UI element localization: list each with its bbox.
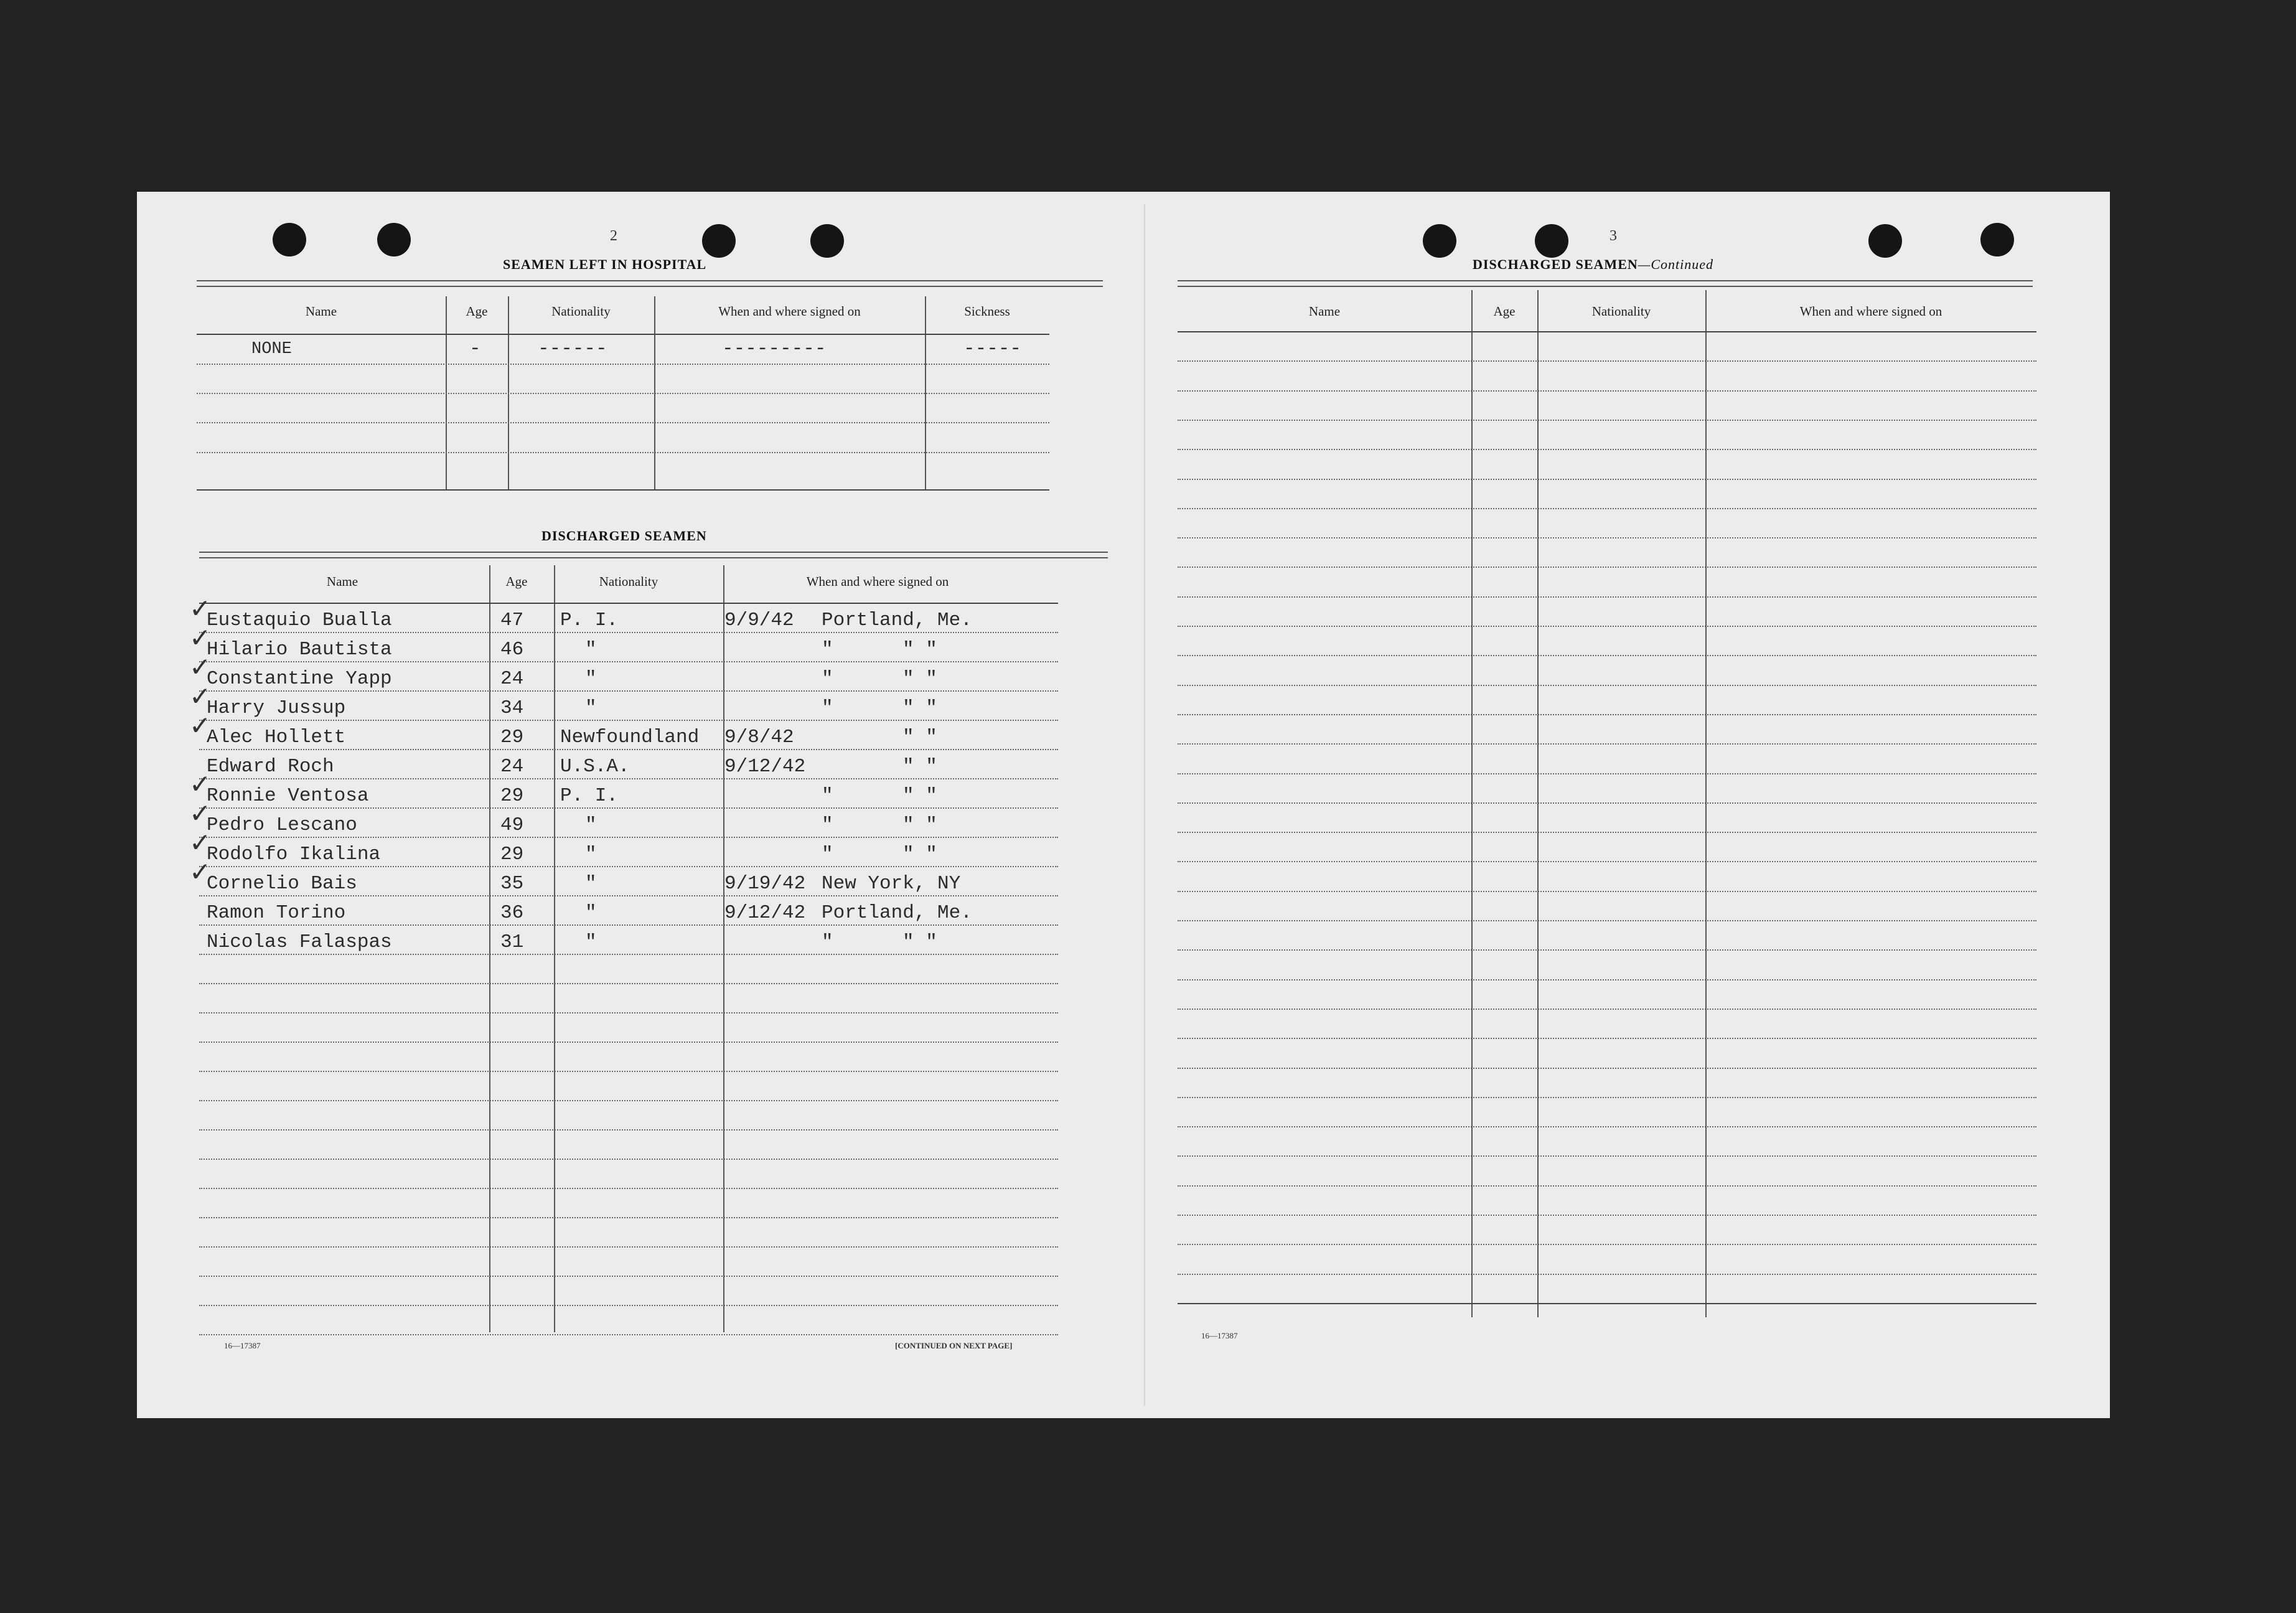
row-line <box>1178 360 2036 362</box>
row-line <box>199 1159 1058 1160</box>
row-line <box>1178 1097 2036 1098</box>
seaman-age: 31 <box>500 931 524 953</box>
punch-hole <box>1423 224 1456 258</box>
signed-on-date: " <box>822 814 833 836</box>
check-mark: ✓ <box>189 769 212 799</box>
seaman-nationality: P. I. <box>560 785 619 807</box>
row-line <box>1178 449 2036 450</box>
row-line <box>1178 861 2036 862</box>
row-line <box>197 393 1049 394</box>
seaman-name: Constantine Yapp <box>207 668 392 690</box>
continued-note: [CONTINUED ON NEXT PAGE] <box>895 1341 1013 1350</box>
row-line <box>197 422 1049 423</box>
signed-on-date: " <box>822 639 833 661</box>
row-line <box>197 452 1049 453</box>
row-line <box>1178 891 2036 892</box>
row-line <box>1178 832 2036 833</box>
row-line <box>1178 1038 2036 1039</box>
seaman-nationality: P. I. <box>560 609 619 631</box>
row-line <box>1178 567 2036 568</box>
row-line <box>1178 1303 2036 1304</box>
signed-on-place: Portland, Me. <box>822 902 972 924</box>
check-mark: ✓ <box>189 593 212 624</box>
seaman-name: Rodolfo Ikalina <box>207 844 381 865</box>
seaman-age: 29 <box>500 844 524 865</box>
check-mark: ✓ <box>189 857 212 887</box>
row-line <box>1178 1244 2036 1245</box>
col-nationality: Nationality <box>1591 304 1651 319</box>
row-line <box>199 690 1058 692</box>
punch-hole <box>1868 224 1902 258</box>
signed-on-place: " " <box>902 756 937 778</box>
signed-on-place: " " <box>902 931 937 953</box>
seaman-age: 47 <box>500 609 524 631</box>
row-line <box>199 1129 1058 1131</box>
row-line <box>1178 655 2036 656</box>
seaman-name: Harry Jussup <box>207 697 346 719</box>
seaman-name: Cornelio Bais <box>207 873 357 895</box>
col-age: Age <box>466 304 488 319</box>
row-line <box>1178 596 2036 598</box>
col-nationality: Nationality <box>599 574 658 589</box>
hospital-table <box>197 296 1103 496</box>
row-line <box>197 364 1049 365</box>
col-age: Age <box>1493 304 1516 319</box>
header-underline <box>197 334 1049 335</box>
seaman-name: Edward Roch <box>207 756 334 778</box>
signed-on-date: 9/19/42 <box>724 873 806 895</box>
seaman-name: Ronnie Ventosa <box>207 785 369 807</box>
row-line <box>199 895 1058 896</box>
ledger-sheet <box>137 192 2110 1418</box>
right-title-suffix: —Continued <box>1638 256 1713 272</box>
row-line <box>199 1071 1058 1072</box>
hospital-nationality: ------ <box>538 338 607 360</box>
check-mark: ✓ <box>189 710 212 741</box>
row-line <box>1178 802 2036 804</box>
right-title <box>1473 256 1713 273</box>
seaman-nationality: " <box>585 668 597 690</box>
right-title-main: DISCHARGED SEAMEN <box>1473 256 1638 272</box>
hospital-signed-on: --------- <box>722 338 827 360</box>
signed-on-place: " " <box>902 844 937 865</box>
signed-on-place: " " <box>902 639 937 661</box>
punch-hole <box>1535 224 1568 258</box>
seaman-age: 29 <box>500 785 524 807</box>
row-line <box>199 1334 1058 1335</box>
col-name: Name <box>305 304 337 319</box>
row-line <box>1178 743 2036 745</box>
seaman-nationality: " <box>585 873 597 895</box>
row-line <box>199 720 1058 721</box>
hospital-name: NONE <box>251 340 292 359</box>
col-nationality: Nationality <box>551 304 611 319</box>
punch-hole <box>273 223 306 256</box>
seaman-age: 29 <box>500 727 524 748</box>
row-line <box>199 983 1058 984</box>
seaman-age: 49 <box>500 814 524 836</box>
row-line <box>1178 685 2036 686</box>
seaman-age: 24 <box>500 756 524 778</box>
page-number-right: 3 <box>1610 228 1617 244</box>
row-line <box>199 954 1058 955</box>
check-mark: ✓ <box>189 623 212 653</box>
punch-hole <box>1980 223 2014 256</box>
discharged-table <box>189 565 1058 1332</box>
row-line <box>1178 773 2036 774</box>
row-line <box>1178 626 2036 627</box>
row-line <box>199 661 1058 662</box>
row-line <box>1178 920 2036 921</box>
seaman-age: 46 <box>500 639 524 661</box>
seaman-nationality: " <box>585 639 597 661</box>
signed-on-date: 9/9/42 <box>724 609 794 631</box>
col-age: Age <box>505 574 528 589</box>
check-mark: ✓ <box>189 798 212 829</box>
seaman-name: Eustaquio Bualla <box>207 609 392 631</box>
seaman-age: 35 <box>500 873 524 895</box>
row-line <box>199 1305 1058 1306</box>
seaman-age: 34 <box>500 697 524 719</box>
row-line <box>1178 1126 2036 1127</box>
row-line <box>1178 537 2036 538</box>
col-signed-on: When and where signed on <box>1799 304 1942 319</box>
row-line <box>199 749 1058 750</box>
row-line <box>199 866 1058 867</box>
punch-hole <box>702 224 736 258</box>
row-line <box>1178 508 2036 509</box>
check-mark: ✓ <box>189 827 212 858</box>
row-line <box>1178 1215 2036 1216</box>
row-line <box>199 778 1058 779</box>
row-line <box>1178 1274 2036 1275</box>
seaman-nationality: U.S.A. <box>560 756 630 778</box>
table-bottom <box>197 489 1049 491</box>
row-line <box>1178 1155 2036 1157</box>
hospital-header-rule <box>197 280 1103 287</box>
col-name: Name <box>326 574 358 589</box>
signed-on-place: " " <box>902 814 937 836</box>
seaman-nationality: " <box>585 814 597 836</box>
signed-on-date: " <box>822 697 833 719</box>
row-line <box>199 1100 1058 1101</box>
discharged-header-rule <box>199 552 1108 558</box>
signed-on-date: " <box>822 844 833 865</box>
row-line <box>199 1042 1058 1043</box>
seaman-name: Pedro Lescano <box>207 814 357 836</box>
row-line <box>199 632 1058 633</box>
row-line <box>1178 479 2036 480</box>
right-discharged-table <box>1178 290 2036 1317</box>
row-line <box>1178 420 2036 421</box>
header-underline <box>199 603 1058 604</box>
row-line <box>1178 979 2036 980</box>
row-line <box>199 807 1058 809</box>
hospital-sickness: ----- <box>963 338 1022 360</box>
check-mark: ✓ <box>189 652 212 682</box>
signed-on-place: Portland, Me. <box>822 609 972 631</box>
signed-on-date: 9/12/42 <box>724 902 806 924</box>
seaman-name: Ramon Torino <box>207 902 346 924</box>
page-number-left: 2 <box>610 228 617 244</box>
col-sickness: Sickness <box>964 304 1010 319</box>
form-number-right: 16—17387 <box>1201 1331 1238 1340</box>
seaman-nationality: " <box>585 902 597 924</box>
row-line <box>1178 714 2036 715</box>
row-line <box>1178 1009 2036 1010</box>
seaman-age: 36 <box>500 902 524 924</box>
signed-on-date: " <box>822 668 833 690</box>
row-line <box>199 837 1058 838</box>
col-divider <box>1537 290 1539 1317</box>
row-line <box>199 1012 1058 1013</box>
row-line <box>1178 1068 2036 1069</box>
seaman-nationality: Newfoundland <box>560 727 700 748</box>
header-underline <box>1178 331 2036 332</box>
signed-on-date: " <box>822 931 833 953</box>
col-divider <box>1705 290 1707 1317</box>
col-signed-on: When and where signed on <box>806 574 949 589</box>
check-mark: ✓ <box>189 681 212 712</box>
seaman-name: Hilario Bautista <box>207 639 392 661</box>
seaman-nationality: " <box>585 844 597 865</box>
seaman-name: Nicolas Falaspas <box>207 931 392 953</box>
signed-on-date: 9/8/42 <box>724 727 794 748</box>
signed-on-date: " <box>822 785 833 807</box>
row-line <box>199 1217 1058 1218</box>
row-line <box>199 1188 1058 1189</box>
page-fold <box>1144 204 1145 1406</box>
signed-on-place: " " <box>902 727 937 748</box>
seaman-age: 24 <box>500 668 524 690</box>
signed-on-place: " " <box>902 697 937 719</box>
row-line <box>199 924 1058 926</box>
hospital-age: - <box>469 338 481 360</box>
discharged-title: DISCHARGED SEAMEN <box>541 528 707 543</box>
signed-on-place: New York, NY <box>822 873 961 895</box>
col-name: Name <box>1308 304 1341 319</box>
row-line <box>1178 1185 2036 1187</box>
row-line <box>199 1276 1058 1277</box>
punch-hole <box>377 223 411 256</box>
signed-on-date: 9/12/42 <box>724 756 806 778</box>
right-header-rule <box>1178 280 2033 287</box>
punch-hole <box>810 224 844 258</box>
seaman-nationality: " <box>585 931 597 953</box>
row-line <box>1178 390 2036 392</box>
seaman-name: Alec Hollett <box>207 727 346 748</box>
hospital-title: SEAMEN LEFT IN HOSPITAL <box>503 256 707 272</box>
col-divider <box>1471 290 1473 1317</box>
signed-on-place: " " <box>902 668 937 690</box>
form-number-left: 16—17387 <box>224 1341 261 1350</box>
seaman-nationality: " <box>585 697 597 719</box>
row-line <box>199 1246 1058 1248</box>
col-signed-on: When and where signed on <box>718 304 861 319</box>
signed-on-place: " " <box>902 785 937 807</box>
row-line <box>1178 949 2036 951</box>
